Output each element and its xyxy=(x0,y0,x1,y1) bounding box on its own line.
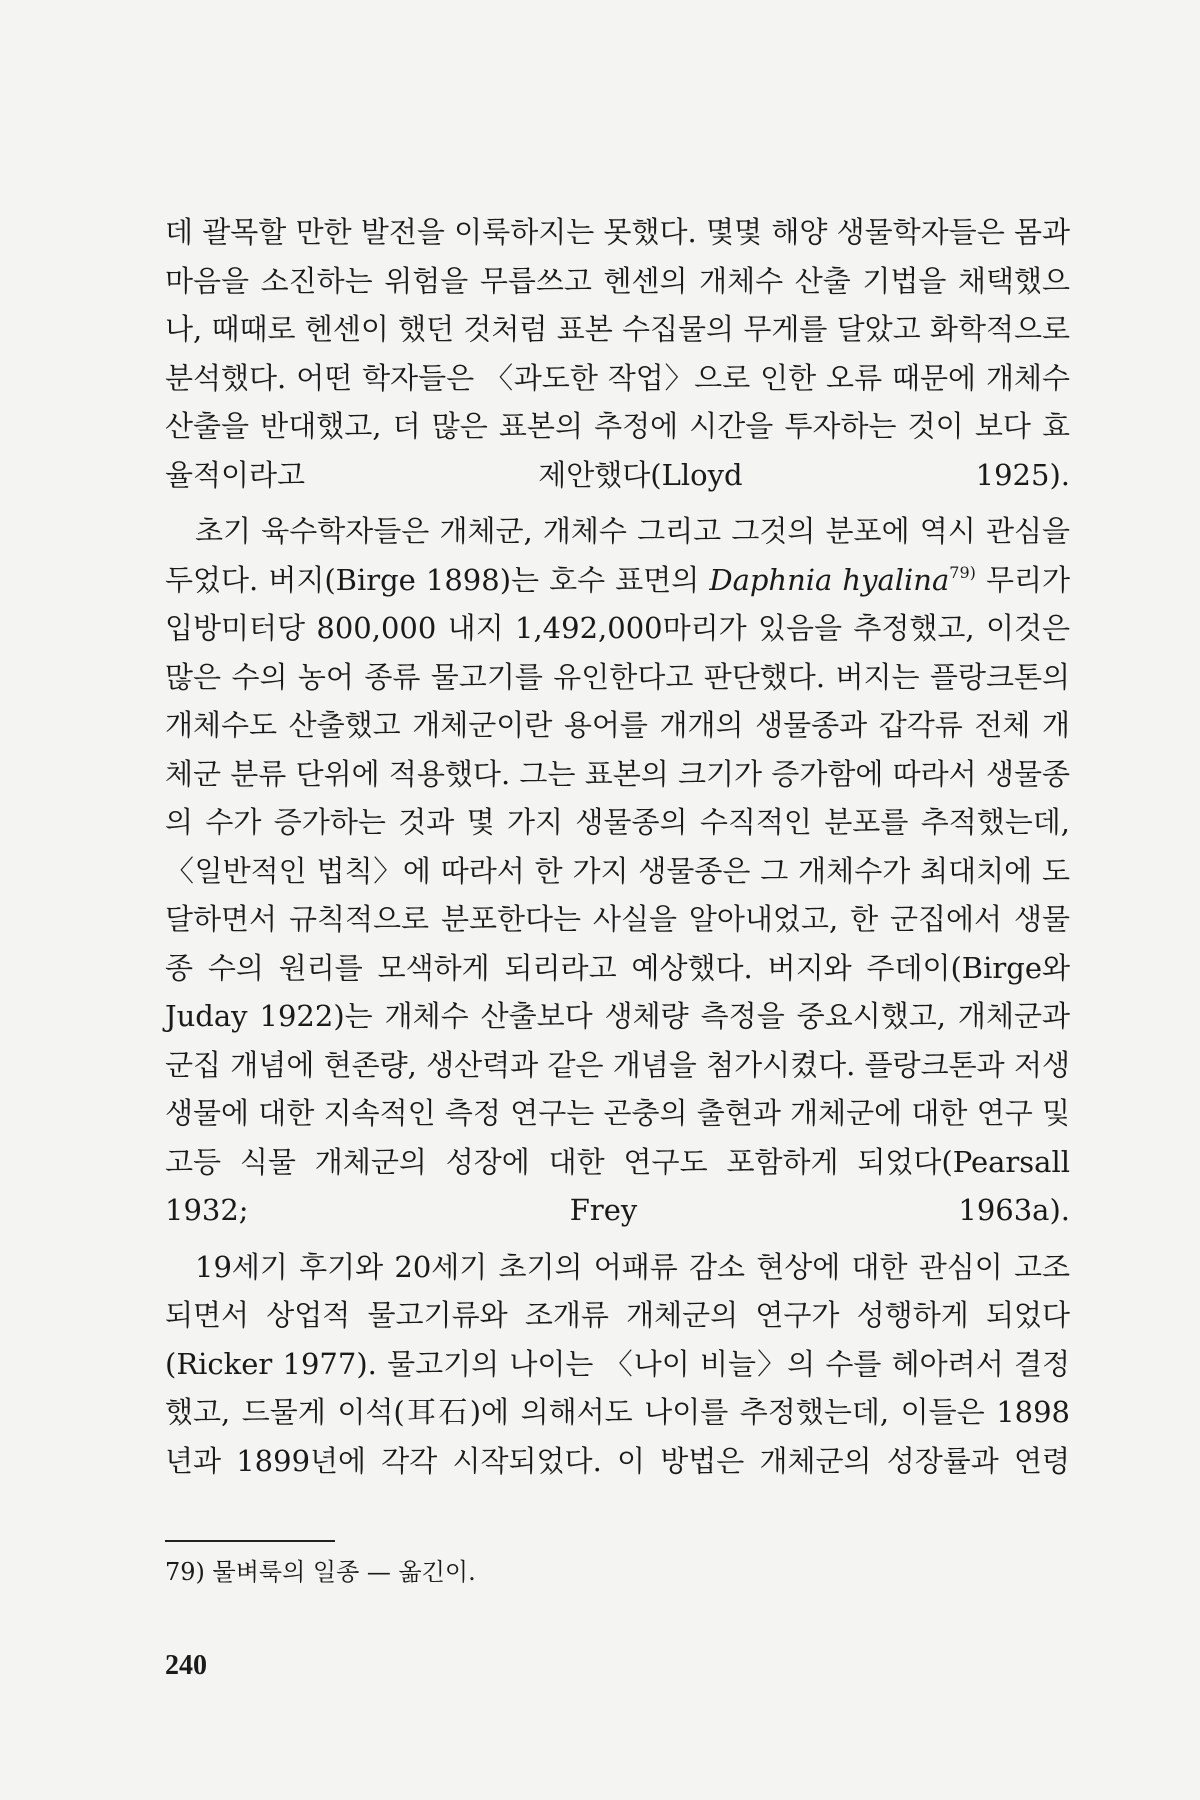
page-number: 240 xyxy=(165,1650,207,1681)
paragraph-3: 19세기 후기와 20세기 초기의 어패류 감소 현상에 대한 관심이 고조되면서 상업적 물고기류와 조개류 개체군의 연구가 성행하게 되었다(Ricker 1977). 물고기의 나이는 〈나이 비늘〉의 수를 헤아려서 결정했고, 드물게 이석(耳石)에 의해서도 나이를 추정했는데, 이들은 1898년과 1899년에 각각 시작되었다. 이 방법은 개체군의 성장률과 연령 xyxy=(165,1249,1070,1478)
paragraph-2-text-after: 무리가 입방미터당 800,000 내지 1,492,000마리가 있음을 추정했고, 이것은 많은 수의 농어 종류 물고기를 유인한다고 판단했다. 버지는 플랑크톤의 개체수도 산출했고 개체군이란 용어를 개개의 생물종과 갑각류 전체 개체군 분류 단위에 적용했다. 그는 표본의 크기가 증가함에 따라서 생물종의 수가 증가하는 것과 몇 가지 생물종의 수직적인 분포를 추적했는데, 〈일반적인 법칙〉에 따라서 한 가지 생물종은 그 개체수가 최대치에 도달하면서 규칙적으로 분포한다는 사실을 알아내었고, 한 군집에서 생물종 수의 원리를 모색하게 되리라고 예상했다. 버지와 주데이(Birge와 Juday 1922)는 개체수 산출보다 생체량 측정을 중요시했고, 개체군과 군집 개념에 현존량, 생산력과 같은 개념을 첨가시켰다. 플랑크톤과 저생생물에 대한 지속적인 측정 연구는 곤충의 출현과 개체군에 대한 연구 및 고등 식물 개체군의 성장에 대한 연구도 포함하게 되었다(Pearsall 1932; Frey 1963a). xyxy=(165,562,1070,1227)
paragraph-2 xyxy=(165,507,1070,1235)
paragraph-1: 데 괄목할 만한 발전을 이룩하지는 못했다. 몇몇 해양 생물학자들은 몸과 마음을 소진하는 위험을 무릅쓰고 헨센의 개체수 산출 기법을 채택했으나, 때때로 헨센이 했던 것처럼 표본 수집물의 무게를 달았고 화학적으로 분석했다. 어떤 학자들은 〈과도한 작업〉으로 인한 오류 때문에 개체수 산출을 반대했고, 더 많은 표본의 추정에 시간을 투자하는 것이 보다 효율적이라고 제안했다(Lloyd 1925). xyxy=(165,215,1070,492)
species-name: Daphnia hyalina xyxy=(709,562,950,597)
footnote: 79) 물벼룩의 일종 — 옮긴이. xyxy=(165,1558,476,1586)
paragraph-2-text-before: 초기 육수학자들은 개체군, 개체수 그리고 그것의 분포에 역시 관심을 두었다. 버지(Birge 1898)는 호수 표면의 xyxy=(165,514,1070,597)
footnote-divider xyxy=(165,1540,335,1542)
body-text xyxy=(165,208,1070,1493)
footnote-reference: 79) xyxy=(949,562,976,582)
